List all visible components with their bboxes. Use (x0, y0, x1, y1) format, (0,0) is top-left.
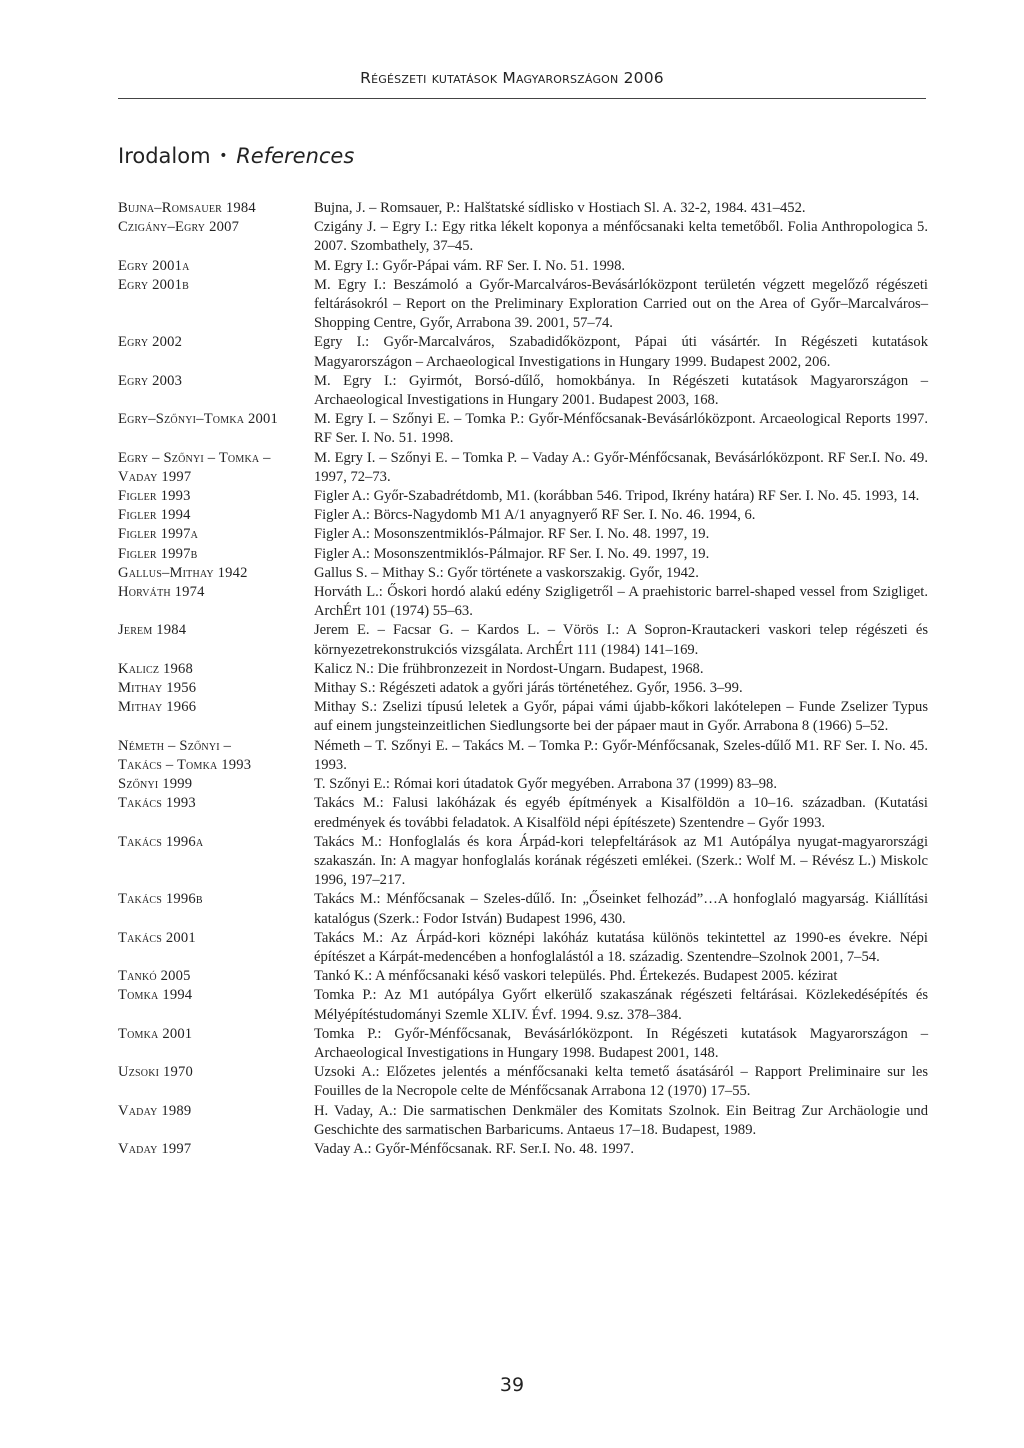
reference-entry (118, 1140, 928, 1159)
reference-entry (118, 698, 928, 736)
reference-key: Gallus–Mithay 1942 (118, 564, 248, 581)
reference-text: Uzsoki A.: Előzetes jelentés a ménfőcsanaki kelta temető ásatásáról – Rapport Preliminaire sur les Fouilles de la Necropole celte de Ménfőcsanak Arrabona 12 (1970) 17–55. (314, 1064, 928, 1100)
section-title-hu: Irodalom (118, 144, 211, 168)
reference-text: Czigány J. – Egry I.: Egy ritka lékelt koponya a ménfőcsanaki kelta temetőből. Folia Anthropologica 5. 2007. Szombathely, 37–45. (314, 219, 928, 255)
reference-key: Takács 1996a (118, 833, 204, 850)
reference-text: Mithay S.: Régészeti adatok a győri járás történetéhez. Győr, 1956. 3–99. (314, 680, 743, 697)
reference-entry (118, 929, 928, 967)
reference-entry (118, 506, 928, 525)
reference-entry (118, 487, 928, 506)
page-number: 39 (499, 1374, 525, 1396)
reference-key: Czigány–Egry 2007 (118, 219, 240, 236)
reference-key: Figler 1993 (118, 488, 191, 505)
reference-text: Tomka P.: Győr-Ménfőcsanak, Bevásárlóközpont. In Régészeti kutatások Magyarországon – Archaeological Investigations in Hungary 1998. Budapest 2001, 148. (314, 1025, 928, 1061)
reference-entry (118, 372, 928, 410)
reference-entry (118, 199, 928, 218)
reference-key: Tomka 1994 (118, 987, 193, 1004)
reference-text: Gallus S. – Mithay S.: Győr története a vaskorszakig. Győr, 1942. (314, 564, 699, 581)
reference-key: Egry–Szőnyi–Tomka 2001 (118, 411, 278, 428)
reference-text: M. Egry I.: Győr-Pápai vám. RF Ser. I. No. 51. 1998. (314, 257, 626, 274)
reference-key: Tankó 2005 (118, 968, 191, 985)
reference-entry (118, 1025, 928, 1063)
reference-text: H. Vaday, A.: Die sarmatischen Denkmäler des Komitats Szolnok. Ein Beitrag Zur Archäologie und Geschichte des sarmatischen Barbaricums. Antaeus 17–18. Budapest, 1989. (314, 1102, 928, 1138)
reference-text: Figler A.: Mosonszentmiklós-Pálmajor. RF Ser. I. No. 49. 1997, 19. (314, 545, 710, 562)
header-rule (118, 98, 926, 99)
reference-text: Figler A.: Mosonszentmiklós-Pálmajor. RF Ser. I. No. 48. 1997, 19. (314, 526, 710, 543)
reference-key: Vaday 1997 (118, 1140, 192, 1157)
reference-text: M. Egry I.: Gyirmót, Borsó-dűlő, homokbánya. In Régészeti kutatások Magyarországon – Archaeological Investigations in Hungary 2001. Budapest 2003, 168. (314, 372, 928, 409)
reference-entry (118, 621, 928, 659)
reference-key: Egry 2002 (118, 334, 183, 351)
reference-text: M. Egry I.: Beszámoló a Győr-Marcalváros-Bevásárlóközpont területén végzett megelőző régészeti feltárásokról – Report on the Preliminary Exploration Carried out on the Area of Győr–Marcalváros–Shopping Centre, Győr, Arrabona 39. 2001, 57–74. (314, 276, 928, 332)
reference-entry (118, 1102, 928, 1140)
reference-key: Egry 2001a (118, 257, 190, 274)
reference-key: Egry – Szőnyi – Tomka – Vaday 1997 (118, 449, 271, 485)
reference-entry (118, 986, 928, 1024)
reference-text: Takács M.: Az Árpád-kori köznépi lakóház kutatása különös tekintettel az 1990-es évekre. Népi építészet a Kárpát-medencében a honfoglalástól a 18. századig. Szentendre–Szolnok 2001, 7–54. (314, 929, 928, 965)
reference-entry (118, 679, 928, 698)
reference-text: Figler A.: Börcs-Nagydomb M1 A/1 anyagnyerő RF Ser. I. No. 46. 1994, 6. (314, 507, 756, 524)
reference-text: Egry I.: Győr-Marcalváros, Szabadidőközpont, Pápai úti vásártér. In Régészeti kutatások Magyarországon – Archaeological Investigations in Hungary 1999. Budapest 2002, 206. (314, 334, 928, 370)
reference-text: Kalicz N.: Die frühbronzezeit in Nordost-Ungarn. Budapest, 1968. (314, 660, 704, 677)
reference-text: Mithay S.: Zselizi típusú leletek a Győr, pápai vámi újabb-kőkori lakótelepen – Funde Zselizer Typus auf einem jungsteinzeitlichen Siedlungsorte bei der pápaer maut in Győr. Arrabona 8 (1966) 5–52. (314, 699, 928, 735)
reference-text: T. Szőnyi E.: Római kori útadatok Győr megyében. Arrabona 37 (1999) 83–98. (314, 776, 777, 793)
reference-key: Németh – Szőnyi – Takács – Tomka 1993 (118, 737, 252, 773)
reference-key: Uzsoki 1970 (118, 1064, 194, 1081)
reference-entry (118, 775, 928, 794)
reference-text: Németh – T. Szőnyi E. – Takács M. – Tomka P.: Győr-Ménfőcsanak, Szeles-dűlő M1. RF Ser. I. No. 45. 1993. (314, 737, 928, 773)
reference-key: Horváth 1974 (118, 584, 205, 601)
reference-key: Figler 1997a (118, 526, 199, 543)
reference-key: Egry 2001b (118, 276, 189, 293)
reference-key: Egry 2003 (118, 372, 183, 389)
reference-key: Takács 1993 (118, 795, 196, 812)
reference-entry (118, 410, 928, 448)
reference-key: Mithay 1956 (118, 680, 197, 697)
reference-key: Jerem 1984 (118, 622, 187, 639)
reference-entry (118, 794, 928, 832)
reference-key: Tomka 2001 (118, 1025, 193, 1042)
reference-entry (118, 449, 928, 487)
reference-text: Takács M.: Honfoglalás és kora Árpád-kori telepfeltárások az M1 Autópálya nyugat-magyarországi szakaszán. In: A magyar honfoglalás korának régészeti emlékei. (Szerk.: Wolf M. – Révész L.) Miskolc 1996, 197–217. (314, 833, 928, 889)
reference-entry (118, 333, 928, 371)
reference-entry (118, 660, 928, 679)
reference-entry (118, 833, 928, 891)
reference-entry (118, 737, 928, 775)
reference-text: Tankó K.: A ménfőcsanaki késő vaskori település. Phd. Értekezés. Budapest 2005. kézirat (314, 968, 838, 985)
reference-entry (118, 218, 928, 256)
reference-entry (118, 1063, 928, 1101)
reference-text: M. Egry I. – Szőnyi E. – Tomka P.: Győr-Ménfőcsanak-Bevásárlóközpont. Arcaeological Reports 1997. RF Ser. I. No. 51. 1998. (314, 411, 928, 447)
reference-text: Bujna, J. – Romsauer, P.: Halštatské sídlisko v Hostiach Sl. A. 32-2, 1984. 431–452. (314, 200, 806, 216)
reference-key: Mithay 1966 (118, 699, 197, 716)
reference-text: Tomka P.: Az M1 autópálya Győrt elkerülő szakaszának régészeti feltárásai. Közlekedésépítés és Mélyépítéstudományi Szemle XLIV. Évf. 1994. 9.sz. 378–384. (314, 987, 928, 1023)
reference-key: Takács 1996b (118, 891, 203, 908)
reference-key: Takács 2001 (118, 929, 196, 946)
reference-text: Figler A.: Győr-Szabadrétdomb, M1. (korábban 546. Tripod, Ikrény határa) RF Ser. I. No. 45. 1993, 14. (314, 488, 920, 505)
reference-key: Figler 1997b (118, 545, 198, 562)
reference-entry (118, 525, 928, 544)
reference-text: Horváth L.: Őskori hordó alakú edény Szigligetről – A praehistoric barrel-shaped vessel from Szigliget. ArchÉrt 101 (1974) 55–63. (314, 584, 928, 620)
reference-key: Bujna–Romsauer 1984 (118, 200, 256, 216)
reference-entry (118, 276, 928, 334)
reference-key: Figler 1994 (118, 507, 191, 524)
reference-text: Jerem E. – Facsar G. – Kardos L. – Vörös I.: A Sopron-Krautackeri vaskori telep régészeti és környezetrekonstrukciós vizsgálata. ArchÉrt 111 (1984) 141–169. (314, 622, 928, 658)
reference-entry (118, 257, 928, 276)
reference-text: Takács M.: Falusi lakóházak és egyéb építmények a Kisalföldön a 10–16. században. (Kutatási eredmények és további feladatok. A Kisalföld népi építészete) Szentendre – Győr 1993. (314, 795, 928, 831)
reference-entry (118, 890, 928, 928)
reference-key: Vaday 1989 (118, 1102, 192, 1119)
reference-text: Vaday A.: Győr-Ménfőcsanak. RF. Ser.I. No. 48. 1997. (314, 1140, 634, 1157)
reference-entry (118, 583, 928, 621)
reference-entry (118, 545, 928, 564)
reference-key: Kalicz 1968 (118, 660, 194, 677)
running-head: Régészeti kutatások Magyarországon 2006 (360, 69, 664, 87)
bullet-separator: • (219, 148, 228, 164)
reference-list (118, 199, 928, 1159)
section-title-en: References (236, 144, 355, 168)
reference-text: Takács M.: Ménfőcsanak – Szeles-dűlő. In: „Őseinket felhozád”…A honfoglaló magyarság. Kiállítási katalógus (Szerk.: Fodor István) Budapest 1996, 430. (314, 891, 928, 927)
reference-entry (118, 564, 928, 583)
reference-key: Szőnyi 1999 (118, 776, 193, 793)
reference-entry (118, 967, 928, 986)
reference-text: M. Egry I. – Szőnyi E. – Tomka P. – Vaday A.: Győr-Ménfőcsanak, Bevásárlóközpont. RF Ser.I. No. 49. 1997, 72–73. (314, 449, 928, 485)
section-title (118, 144, 354, 168)
